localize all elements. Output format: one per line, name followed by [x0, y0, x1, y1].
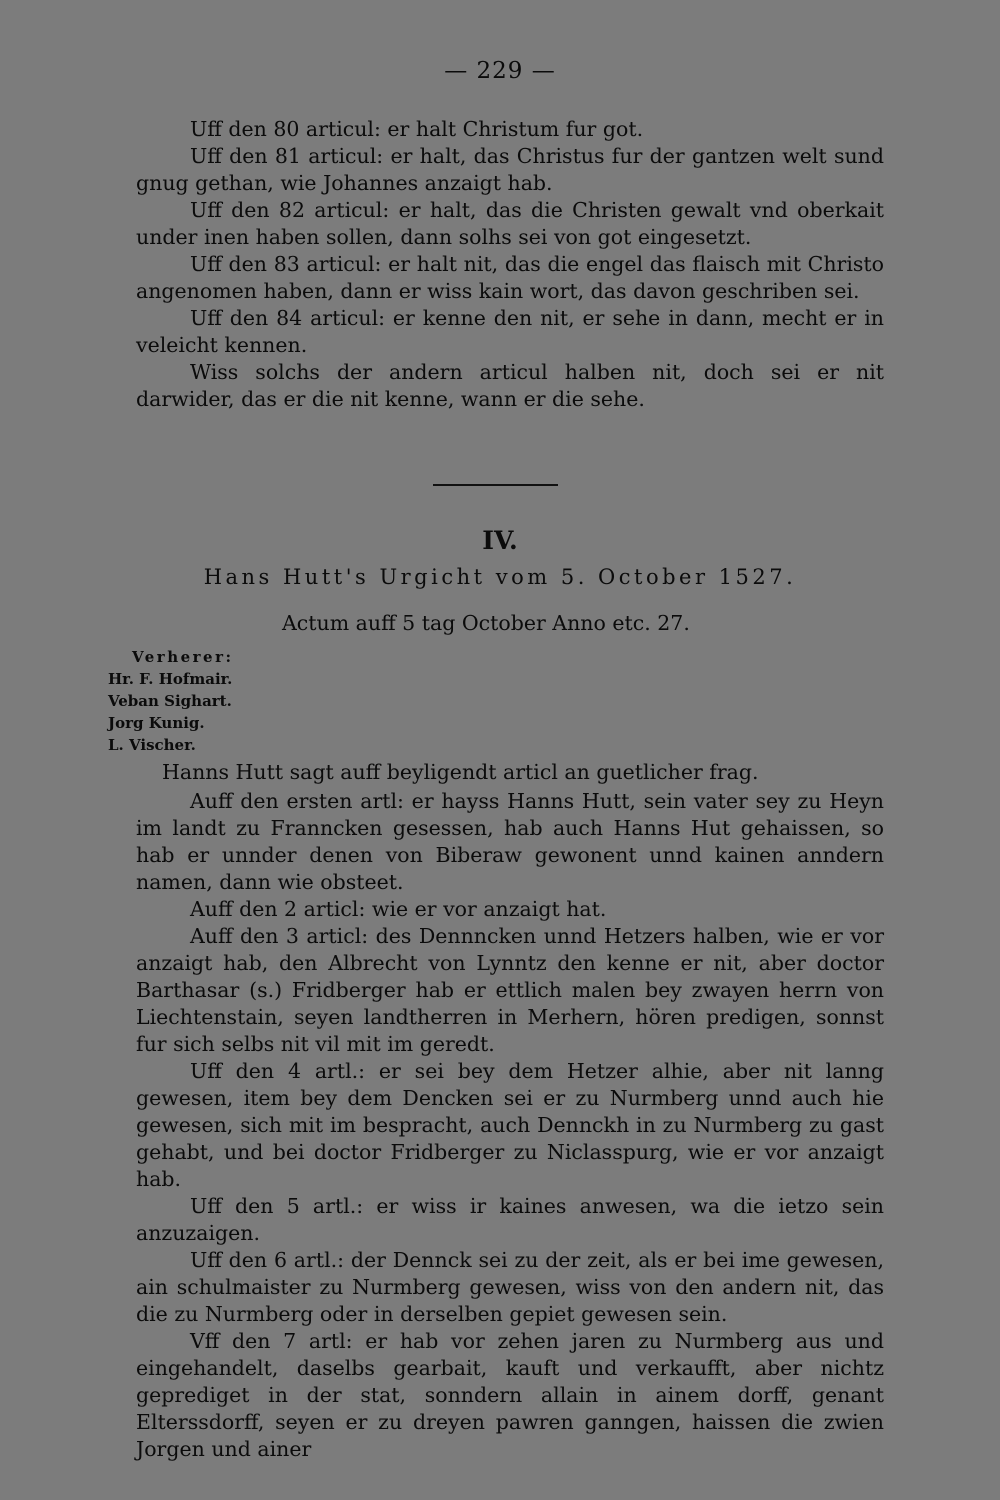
page-number: — 229 — — [444, 58, 556, 84]
paragraph-art-4: Uff den 4 artl.: er sei bey dem Hetzer alhie, aber nit lanng gewesen, item bey dem Dencken sei er zu Nurmberg unnd auch hie gewesen, sich mit im bespracht, auch Dennckh in zu Nurmberg zu gast gehabt, und bei doctor Fridberger zu Niclasspurg, wie er vor anzaigt hab. — [136, 1059, 884, 1191]
actum-line: Actum auff 5 tag October Anno etc. 27. — [282, 611, 690, 635]
paragraph-art-2: Auff den 2 articl: wie er vor anzaigt hat. — [190, 897, 607, 921]
paragraph-art-80: Uff den 80 articul: er halt Christum fur got. — [190, 117, 644, 141]
verhoerer-name: Hr. F. Hofmair. — [108, 670, 233, 688]
paragraph-art-1: Auff den ersten artl: er hayss Hanns Hutt, sein vater sey zu Heyn im landt zu Franncken gesessen, hab auch Hanns Hut gehaissen, so hab er unnder denen von Biberaw gewonent unnd kainen anndern namen, dann wie obsteet. — [136, 789, 884, 894]
paragraph-art-81: Uff den 81 articul: er halt, das Christus fur der gantzen welt sund gnug gethan, wie Johannes anzaigt hab. — [136, 144, 884, 195]
top-text-block — [136, 116, 884, 413]
verhoerer-heading: Verherer: — [132, 648, 234, 666]
paragraph-art-83: Uff den 83 articul: er halt nit, das die engel das flaisch mit Christo angenomen haben, dann er wiss kain wort, das davon geschriben sei. — [136, 252, 884, 303]
paragraph-art-7: Vff den 7 artl: er hab vor zehen jaren zu Nurmberg aus und eingehandelt, daselbs gearbait, kauft und verkaufft, aber nichtz geprediget in der stat, sonndern allain in ainem dorff, genant Elterssdorff, seyen er zu dreyen pawren ganngen, haissen die zwien Jorgen und ainer — [136, 1329, 884, 1461]
paragraph-art-84: Uff den 84 articul: er kenne den nit, er sehe in dann, mecht er in veleicht kennen. — [136, 306, 884, 357]
section-title: Hans Hutt's Urgicht vom 5. October 1527. — [203, 565, 797, 589]
verhoerer-name: L. Vischer. — [108, 736, 196, 754]
verhoerer-name: Jorg Kunig. — [108, 714, 205, 732]
paragraph-art-3: Auff den 3 articl: des Dennncken unnd Hetzers halben, wie er vor anzaigt hab, den Albrecht von Lynntz den kenne er nit, aber doctor Barthasar (s.) Fridberger hab er ettlich malen bey zwayen herrn von Liechtenstain, seyen landtherren in Merhern, hören predigen, sonnst fur sich selbs nit vil mit im geredt. — [136, 924, 884, 1056]
section-number: IV. — [482, 526, 518, 555]
bottom-text-block — [136, 788, 884, 1463]
section-divider — [433, 484, 558, 486]
paragraph-closing: Wiss solchs der andern articul halben nit, doch sei er nit darwider, das er die nit kenne, wann er die sehe. — [136, 360, 884, 411]
paragraph-art-5: Uff den 5 artl.: er wiss ir kaines anwesen, wa die ietzo sein anzuzaigen. — [136, 1194, 884, 1245]
paragraph-art-82: Uff den 82 articul: er halt, das die Christen gewalt vnd oberkait under inen haben sollen, dann solhs sei von got eingesetzt. — [136, 198, 884, 249]
intro-line: Hanns Hutt sagt auff beyligendt articl an guetlicher frag. — [162, 760, 759, 784]
verhoerer-list — [108, 646, 234, 756]
verhoerer-name: Veban Sighart. — [108, 692, 232, 710]
paragraph-art-6: Uff den 6 artl.: der Dennck sei zu der zeit, als er bei ime gewesen, ain schulmaister zu Nurmberg gewesen, wiss von den andern nit, das die zu Nurmberg oder in derselben gepiet gewesen sein. — [136, 1248, 884, 1326]
